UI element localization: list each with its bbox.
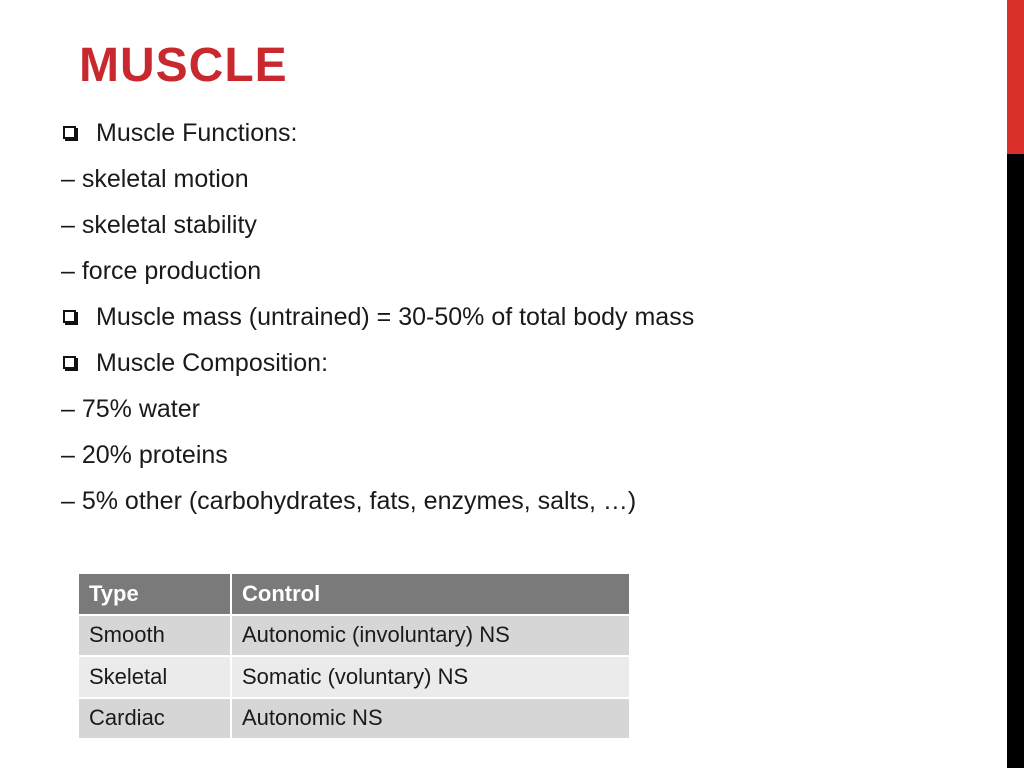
dash-line [61, 387, 694, 433]
dash-line [61, 248, 694, 294]
table-row [78, 615, 630, 657]
table-header-control: Control [231, 573, 630, 615]
table-cell-control: Somatic (voluntary) NS [231, 656, 630, 698]
bullet-text: Muscle mass (untrained) = 30-50% of total body mass [96, 302, 695, 331]
dash-line [61, 479, 694, 525]
dash-line [61, 433, 694, 479]
bullet-line [61, 340, 694, 386]
table-row [78, 698, 630, 740]
bullet-line [61, 110, 694, 156]
bullet-text: Muscle Functions: [96, 118, 298, 147]
dash-line [61, 202, 694, 248]
checkbox-icon [63, 310, 76, 323]
muscle-type-table [77, 572, 631, 740]
dash-text: – skeletal stability [61, 210, 257, 239]
table-header-row [78, 573, 630, 615]
bullet-line [61, 294, 694, 340]
checkbox-icon [63, 126, 76, 139]
side-accent-bar-black [1007, 154, 1024, 768]
dash-line [61, 156, 694, 202]
table-cell-type: Smooth [78, 615, 231, 657]
dash-text: – 20% proteins [61, 441, 228, 470]
table-cell-control: Autonomic (involuntary) NS [231, 615, 630, 657]
dash-text: – force production [61, 256, 262, 285]
checkbox-icon [63, 356, 76, 369]
dash-text: – 75% water [61, 395, 200, 424]
side-accent-bar-red [1007, 0, 1024, 154]
content-list [61, 110, 694, 525]
dash-text: – 5% other (carbohydrates, fats, enzymes, salts, …) [61, 487, 637, 516]
table-header-type: Type [78, 573, 231, 615]
slide-title: MUSCLE [79, 39, 288, 92]
table-cell-control: Autonomic NS [231, 698, 630, 740]
table-row [78, 656, 630, 698]
dash-text: – skeletal motion [61, 164, 249, 193]
table-cell-type: Skeletal [78, 656, 231, 698]
table-cell-type: Cardiac [78, 698, 231, 740]
bullet-text: Muscle Composition: [96, 349, 329, 378]
